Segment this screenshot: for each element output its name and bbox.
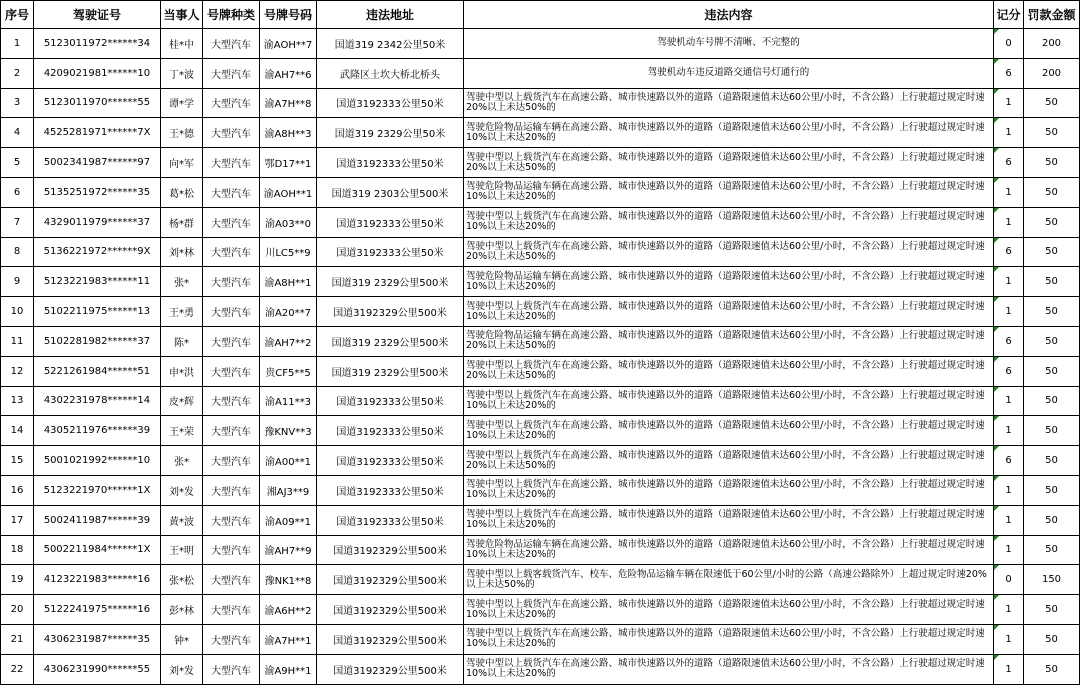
license-number: 5001021992******10 [34, 446, 161, 476]
row-index: 20 [1, 595, 34, 625]
row-index: 21 [1, 624, 34, 654]
penalty-points: 6 [994, 356, 1024, 386]
fine-amount: 50 [1024, 326, 1080, 356]
fine-amount: 200 [1024, 58, 1080, 88]
violation-address: 武隆区土坎大桥北桥头 [317, 58, 464, 88]
row-index: 19 [1, 565, 34, 595]
violation-address: 国道319 2329公里500米 [317, 267, 464, 297]
violation-content: 驾驶中型以上载货汽车在高速公路、城市快速路以外的道路（道路限速值未达60公里/小时，不含公路）上行驶超过规定时速20%以上未达50%的 [464, 237, 994, 267]
party-name: 王*德 [161, 118, 203, 148]
penalty-points: 1 [994, 654, 1024, 684]
header-points: 记分 [994, 1, 1024, 29]
plate-type: 大型汽车 [203, 535, 260, 565]
plate-number: 渝A7H**1 [260, 624, 317, 654]
row-index: 17 [1, 505, 34, 535]
fine-amount: 50 [1024, 475, 1080, 505]
violation-content: 驾驶中型以上载货汽车在高速公路、城市快速路以外的道路（道路限速值未达60公里/小时，不含公路）上行驶超过规定时速10%以上未达20%的 [464, 386, 994, 416]
row-index: 3 [1, 88, 34, 118]
license-number: 5123221970******1X [34, 475, 161, 505]
violation-content: 驾驶危险物品运输车辆在高速公路、城市快速路以外的道路（道路限速值未达60公里/小时，不含公路）上行驶超过规定时速10%以上未达20%的 [464, 177, 994, 207]
plate-type: 大型汽车 [203, 416, 260, 446]
penalty-points: 1 [994, 177, 1024, 207]
plate-number: 渝AH7**9 [260, 535, 317, 565]
plate-number: 渝A03**0 [260, 207, 317, 237]
violation-content: 驾驶危险物品运输车辆在高速公路、城市快速路以外的道路（道路限速值未达60公里/小时，不含公路）上行驶超过规定时速20%以上未达50%的 [464, 326, 994, 356]
plate-type: 大型汽车 [203, 505, 260, 535]
violation-address: 国道3192333公里50米 [317, 416, 464, 446]
row-index: 9 [1, 267, 34, 297]
fine-amount: 50 [1024, 446, 1080, 476]
table-row [1, 356, 1080, 386]
violation-content: 驾驶中型以上载货汽车在高速公路、城市快速路以外的道路（道路限速值未达60公里/小时，不含公路）上行驶超过规定时速10%以上未达20%的 [464, 416, 994, 446]
violation-address: 国道3192329公里500米 [317, 297, 464, 327]
table-row [1, 505, 1080, 535]
violation-content: 驾驶中型以上载货汽车在高速公路、城市快速路以外的道路（道路限速值未达60公里/小时，不含公路）上行驶超过规定时速20%以上未达50%的 [464, 446, 994, 476]
violation-address: 国道3192329公里500米 [317, 624, 464, 654]
row-index: 7 [1, 207, 34, 237]
penalty-points: 1 [994, 297, 1024, 327]
penalty-points: 0 [994, 29, 1024, 59]
plate-number: 渝AOH**1 [260, 177, 317, 207]
party-name: 谭*学 [161, 88, 203, 118]
plate-type: 大型汽车 [203, 88, 260, 118]
plate-number: 贵CF5**5 [260, 356, 317, 386]
party-name: 王*勇 [161, 297, 203, 327]
penalty-points: 1 [994, 595, 1024, 625]
violation-address: 国道319 2329公里500米 [317, 326, 464, 356]
plate-number: 渝A8H**3 [260, 118, 317, 148]
table-row [1, 29, 1080, 59]
plate-type: 大型汽车 [203, 177, 260, 207]
violation-address: 国道3192333公里50米 [317, 505, 464, 535]
table-row [1, 595, 1080, 625]
plate-type: 大型汽车 [203, 237, 260, 267]
header-index: 序号 [1, 1, 34, 29]
violation-address: 国道3192329公里500米 [317, 595, 464, 625]
license-number: 5002411987******39 [34, 505, 161, 535]
fine-amount: 50 [1024, 505, 1080, 535]
penalty-points: 6 [994, 326, 1024, 356]
license-number: 5102281982******37 [34, 326, 161, 356]
party-name: 刘*林 [161, 237, 203, 267]
table-row [1, 475, 1080, 505]
penalty-points: 1 [994, 118, 1024, 148]
violation-content: 驾驶中型以上载货汽车在高速公路、城市快速路以外的道路（道路限速值未达60公里/小时，不含公路）上行驶超过规定时速10%以上未达20%的 [464, 297, 994, 327]
party-name: 葛*松 [161, 177, 203, 207]
party-name: 张* [161, 446, 203, 476]
violation-content: 驾驶中型以上载货汽车在高速公路、城市快速路以外的道路（道路限速值未达60公里/小时，不含公路）上行驶超过规定时速10%以上未达20%的 [464, 595, 994, 625]
plate-number: 渝A09**1 [260, 505, 317, 535]
penalty-points: 6 [994, 148, 1024, 178]
fine-amount: 50 [1024, 88, 1080, 118]
violation-address: 国道3192329公里500米 [317, 535, 464, 565]
table-row [1, 416, 1080, 446]
license-number: 4306231987******35 [34, 624, 161, 654]
penalty-points: 1 [994, 535, 1024, 565]
table-row [1, 297, 1080, 327]
violation-content: 驾驶危险物品运输车辆在高速公路、城市快速路以外的道路（道路限速值未达60公里/小时，不含公路）上行驶超过规定时速10%以上未达20%的 [464, 535, 994, 565]
plate-number: 湘AJ3**9 [260, 475, 317, 505]
violation-address: 国道3192333公里50米 [317, 237, 464, 267]
plate-number: 渝A8H**1 [260, 267, 317, 297]
header-row [1, 1, 1080, 29]
violation-address: 国道3192333公里50米 [317, 386, 464, 416]
table-row [1, 148, 1080, 178]
violation-content: 驾驶中型以上载货汽车在高速公路、城市快速路以外的道路（道路限速值未达60公里/小时，不含公路）上行驶超过规定时速20%以上未达50%的 [464, 88, 994, 118]
penalty-points: 6 [994, 58, 1024, 88]
row-index: 22 [1, 654, 34, 684]
table-row [1, 535, 1080, 565]
row-index: 11 [1, 326, 34, 356]
plate-number: 渝AOH**7 [260, 29, 317, 59]
license-number: 5136221972******9X [34, 237, 161, 267]
plate-number: 川LC5**9 [260, 237, 317, 267]
license-number: 5123011970******55 [34, 88, 161, 118]
table-row [1, 177, 1080, 207]
plate-type: 大型汽车 [203, 58, 260, 88]
violation-address: 国道3192333公里50米 [317, 207, 464, 237]
license-number: 4305211976******39 [34, 416, 161, 446]
party-name: 丁*波 [161, 58, 203, 88]
violation-content: 驾驶中型以上载货汽车在高速公路、城市快速路以外的道路（道路限速值未达60公里/小时，不含公路）上行驶超过规定时速20%以上未达50%的 [464, 148, 994, 178]
penalty-points: 1 [994, 416, 1024, 446]
header-address: 违法地址 [317, 1, 464, 29]
violation-content: 驾驶中型以上载货汽车在高速公路、城市快速路以外的道路（道路限速值未达60公里/小时，不含公路）上行驶超过规定时速10%以上未达20%的 [464, 624, 994, 654]
plate-type: 大型汽车 [203, 595, 260, 625]
plate-type: 大型汽车 [203, 267, 260, 297]
row-index: 4 [1, 118, 34, 148]
plate-number: 渝A9H**1 [260, 654, 317, 684]
table-row [1, 565, 1080, 595]
license-number: 5002341987******97 [34, 148, 161, 178]
fine-amount: 50 [1024, 386, 1080, 416]
violation-content: 驾驶危险物品运输车辆在高速公路、城市快速路以外的道路（道路限速值未达60公里/小时，不含公路）上行驶超过规定时速10%以上未达20%的 [464, 267, 994, 297]
violation-address: 国道3192333公里50米 [317, 475, 464, 505]
party-name: 彭*林 [161, 595, 203, 625]
plate-type: 大型汽车 [203, 297, 260, 327]
row-index: 14 [1, 416, 34, 446]
party-name: 申*洪 [161, 356, 203, 386]
violation-content: 驾驶机动车违反道路交通信号灯通行的 [464, 58, 994, 88]
license-number: 4525281971******7X [34, 118, 161, 148]
header-fine: 罚款金额 [1024, 1, 1080, 29]
fine-amount: 50 [1024, 267, 1080, 297]
violation-content: 驾驶中型以上载货汽车在高速公路、城市快速路以外的道路（道路限速值未达60公里/小时，不含公路）上行驶超过规定时速10%以上未达20%的 [464, 475, 994, 505]
fine-amount: 50 [1024, 148, 1080, 178]
plate-number: 渝A6H**2 [260, 595, 317, 625]
violation-content: 驾驶中型以上载货汽车在高速公路、城市快速路以外的道路（道路限速值未达60公里/小时，不含公路）上行驶超过规定时速10%以上未达20%的 [464, 207, 994, 237]
row-index: 16 [1, 475, 34, 505]
row-index: 1 [1, 29, 34, 59]
violation-content: 驾驶机动车号牌不清晰、不完整的 [464, 29, 994, 59]
penalty-points: 1 [994, 505, 1024, 535]
plate-type: 大型汽车 [203, 446, 260, 476]
fine-amount: 50 [1024, 177, 1080, 207]
party-name: 刘*发 [161, 654, 203, 684]
plate-type: 大型汽车 [203, 475, 260, 505]
license-number: 5123011972******34 [34, 29, 161, 59]
violation-content: 驾驶中型以上载货汽车在高速公路、城市快速路以外的道路（道路限速值未达60公里/小时，不含公路）上行驶超过规定时速10%以上未达20%的 [464, 654, 994, 684]
violation-address: 国道3192329公里500米 [317, 565, 464, 595]
fine-amount: 50 [1024, 118, 1080, 148]
party-name: 黄*波 [161, 505, 203, 535]
violation-address: 国道319 2329公里500米 [317, 356, 464, 386]
penalty-points: 6 [994, 446, 1024, 476]
plate-type: 大型汽车 [203, 207, 260, 237]
fine-amount: 50 [1024, 416, 1080, 446]
party-name: 皮*辉 [161, 386, 203, 416]
header-content: 违法内容 [464, 1, 994, 29]
penalty-points: 1 [994, 475, 1024, 505]
table-row [1, 654, 1080, 684]
row-index: 15 [1, 446, 34, 476]
table-row [1, 207, 1080, 237]
violation-address: 国道3192333公里50米 [317, 148, 464, 178]
plate-number: 渝A7H**8 [260, 88, 317, 118]
penalty-points: 1 [994, 207, 1024, 237]
license-number: 5135251972******35 [34, 177, 161, 207]
violation-address: 国道3192333公里50米 [317, 88, 464, 118]
header-plate-type: 号牌种类 [203, 1, 260, 29]
row-index: 12 [1, 356, 34, 386]
violation-address: 国道319 2342公里50米 [317, 29, 464, 59]
party-name: 杨*群 [161, 207, 203, 237]
violation-address: 国道3192329公里500米 [317, 654, 464, 684]
plate-number: 渝AH7**2 [260, 326, 317, 356]
violation-address: 国道319 2329公里50米 [317, 118, 464, 148]
table-row [1, 88, 1080, 118]
plate-type: 大型汽车 [203, 624, 260, 654]
license-number: 4306231990******55 [34, 654, 161, 684]
plate-type: 大型汽车 [203, 118, 260, 148]
penalty-points: 6 [994, 237, 1024, 267]
party-name: 向*军 [161, 148, 203, 178]
row-index: 10 [1, 297, 34, 327]
fine-amount: 50 [1024, 207, 1080, 237]
license-number: 5002211984******1X [34, 535, 161, 565]
fine-amount: 50 [1024, 237, 1080, 267]
fine-amount: 50 [1024, 624, 1080, 654]
party-name: 张*松 [161, 565, 203, 595]
table-row [1, 446, 1080, 476]
fine-amount: 50 [1024, 595, 1080, 625]
table-row [1, 237, 1080, 267]
fine-amount: 50 [1024, 297, 1080, 327]
table-row [1, 267, 1080, 297]
table-row [1, 326, 1080, 356]
plate-type: 大型汽车 [203, 29, 260, 59]
fine-amount: 50 [1024, 654, 1080, 684]
table-row [1, 118, 1080, 148]
party-name: 桂*中 [161, 29, 203, 59]
plate-number: 渝A20**7 [260, 297, 317, 327]
row-index: 6 [1, 177, 34, 207]
header-party: 当事人 [161, 1, 203, 29]
fine-amount: 200 [1024, 29, 1080, 59]
plate-type: 大型汽车 [203, 148, 260, 178]
fine-amount: 150 [1024, 565, 1080, 595]
table-row [1, 624, 1080, 654]
license-number: 5221261984******51 [34, 356, 161, 386]
plate-number: 鄂D17**1 [260, 148, 317, 178]
party-name: 钟* [161, 624, 203, 654]
penalty-points: 1 [994, 386, 1024, 416]
penalty-points: 0 [994, 565, 1024, 595]
plate-type: 大型汽车 [203, 356, 260, 386]
license-number: 4329011979******37 [34, 207, 161, 237]
license-number: 4302231978******14 [34, 386, 161, 416]
row-index: 18 [1, 535, 34, 565]
violation-content: 驾驶危险物品运输车辆在高速公路、城市快速路以外的道路（道路限速值未达60公里/小时，不含公路）上行驶超过规定时速10%以上未达20%的 [464, 118, 994, 148]
plate-type: 大型汽车 [203, 326, 260, 356]
plate-number: 渝AH7**6 [260, 58, 317, 88]
license-number: 4123221983******16 [34, 565, 161, 595]
row-index: 5 [1, 148, 34, 178]
license-number: 5102211975******13 [34, 297, 161, 327]
penalty-points: 1 [994, 624, 1024, 654]
license-number: 5122241975******16 [34, 595, 161, 625]
violation-content: 驾驶中型以上载客载货汽车、校车、危险物品运输车辆在限速低于60公里/小时的公路（高速公路除外）上超过规定时速20%以上未达50%的 [464, 565, 994, 595]
header-plate: 号牌号码 [260, 1, 317, 29]
plate-number: 豫NK1**8 [260, 565, 317, 595]
row-index: 13 [1, 386, 34, 416]
plate-type: 大型汽车 [203, 565, 260, 595]
party-name: 王*荣 [161, 416, 203, 446]
party-name: 张* [161, 267, 203, 297]
plate-number: 豫KNV**3 [260, 416, 317, 446]
plate-number: 渝A11**3 [260, 386, 317, 416]
license-number: 5123221983******11 [34, 267, 161, 297]
license-number: 4209021981******10 [34, 58, 161, 88]
plate-type: 大型汽车 [203, 654, 260, 684]
party-name: 王*明 [161, 535, 203, 565]
fine-amount: 50 [1024, 535, 1080, 565]
violation-address: 国道319 2303公里500米 [317, 177, 464, 207]
party-name: 陈* [161, 326, 203, 356]
violation-content: 驾驶中型以上载货汽车在高速公路、城市快速路以外的道路（道路限速值未达60公里/小时，不含公路）上行驶超过规定时速10%以上未达20%的 [464, 505, 994, 535]
row-index: 8 [1, 237, 34, 267]
penalty-points: 1 [994, 267, 1024, 297]
table-row [1, 386, 1080, 416]
plate-number: 渝A00**1 [260, 446, 317, 476]
fine-amount: 50 [1024, 356, 1080, 386]
header-license: 驾驶证号 [34, 1, 161, 29]
plate-type: 大型汽车 [203, 386, 260, 416]
party-name: 刘*发 [161, 475, 203, 505]
violation-address: 国道3192333公里50米 [317, 446, 464, 476]
table-row [1, 58, 1080, 88]
violation-content: 驾驶中型以上载货汽车在高速公路、城市快速路以外的道路（道路限速值未达60公里/小时，不含公路）上行驶超过规定时速20%以上未达50%的 [464, 356, 994, 386]
row-index: 2 [1, 58, 34, 88]
penalty-points: 1 [994, 88, 1024, 118]
